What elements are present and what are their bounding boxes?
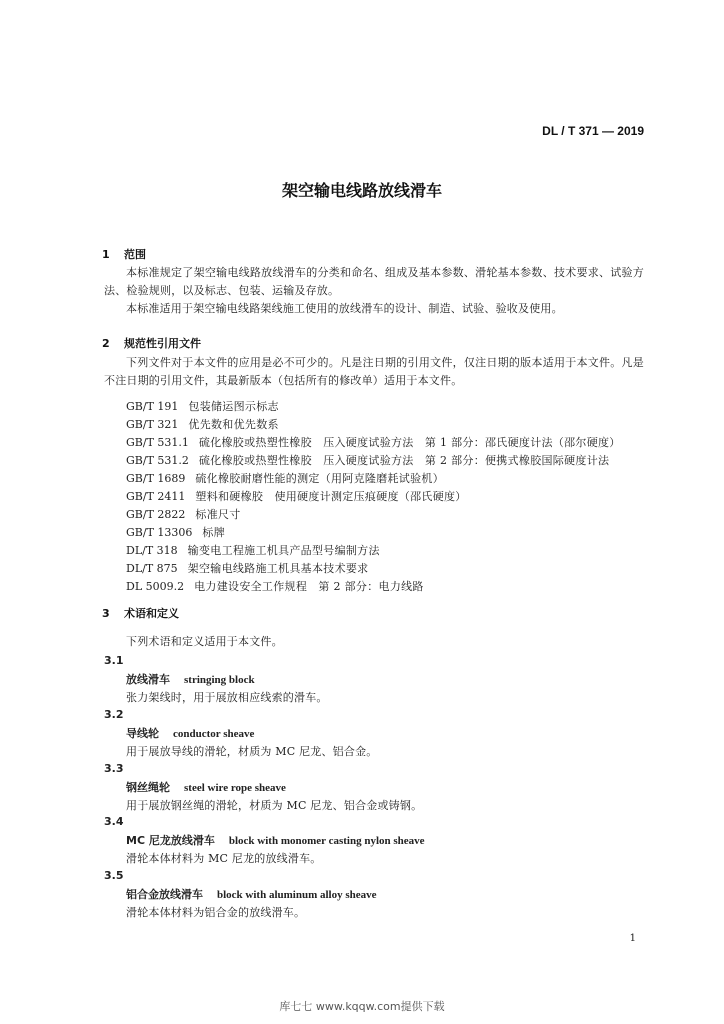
term-chinese: 铝合金放线滑车 (126, 888, 203, 901)
reference-code: GB/T 1689 (126, 472, 186, 485)
term-definition: 滑轮本体材料为铝合金的放线滑车。 (126, 906, 306, 919)
term-heading (126, 671, 255, 687)
term-chinese: 导线轮 (126, 727, 159, 740)
reference-code: GB/T 13306 (126, 526, 193, 539)
reference-item (126, 434, 621, 450)
term-chinese: 钢丝绳轮 (126, 781, 170, 794)
reference-code: DL/T 875 (126, 562, 178, 575)
section-1-paragraph-2: 本标准适用于架空输电线路架线施工使用的放线滑车的设计、制造、试验、验收及使用。 (126, 302, 563, 315)
term-english: block with monomer casting nylon sheave (228, 835, 425, 847)
reference-code: DL 5009.2 (126, 580, 185, 593)
reference-title: 硫化橡胶或热塑性橡胶 压入硬度试验方法 第 1 部分：邵氏硬度计法（邵尔硬度） (198, 436, 621, 449)
document-title: 架空输电线路放线滑车 (281, 181, 442, 200)
reference-title: 标牌 (202, 526, 226, 539)
reference-title: 电力建设安全工作规程 第 2 部分：电力线路 (194, 580, 424, 593)
reference-code: GB/T 2822 (126, 508, 186, 521)
term-definition: 用于展放钢丝绳的滑轮，材质为 MC 尼龙、铝合金或铸钢。 (126, 799, 423, 812)
reference-code: GB/T 531.1 (126, 436, 189, 449)
term-heading (126, 832, 425, 848)
reference-code: GB/T 191 (126, 400, 179, 413)
reference-item (126, 578, 424, 594)
term-number: 3.5 (104, 869, 124, 882)
reference-code: DL/T 318 (126, 544, 178, 557)
section-3-heading (102, 605, 179, 621)
section-number: 3 (102, 607, 110, 620)
term-heading (126, 886, 377, 902)
section-title: 规范性引用文件 (124, 337, 201, 350)
term-heading (126, 779, 286, 795)
reference-item (126, 452, 609, 468)
reference-code: GB/T 321 (126, 418, 179, 431)
reference-item (126, 470, 444, 486)
term-chinese: MC 尼龙放线滑车 (126, 834, 215, 847)
reference-title: 硫化橡胶耐磨性能的测定（用阿克隆磨耗试验机） (195, 472, 445, 485)
reference-item (126, 542, 380, 558)
reference-code: GB/T 531.2 (126, 454, 189, 467)
section-2-intro: 下列文件对于本文件的应用是必不可少的。凡是注日期的引用文件，仅注日期的版本适用于本文件。凡是不注日期的引用文件，其最新版本（包括所有的修改单）适用于本文件。 (104, 356, 644, 387)
term-english: conductor sheave (173, 728, 255, 740)
term-number: 3.2 (104, 708, 124, 721)
term-english: stringing block (184, 674, 255, 686)
section-number: 1 (102, 248, 110, 261)
section-3-intro: 下列术语和定义适用于本文件。 (126, 635, 283, 648)
term-english: steel wire rope sheave (184, 782, 286, 794)
reference-title: 输变电工程施工机具产品型号编制方法 (187, 544, 380, 557)
standard-code: DL / T 371 — 2019 (542, 124, 644, 138)
reference-title: 架空输电线路施工机具基本技术要求 (187, 562, 369, 575)
reference-title: 包装储运图示标志 (188, 400, 279, 413)
term-number: 3.3 (104, 762, 124, 775)
section-1-paragraph-1: 本标准规定了架空输电线路放线滑车的分类和命名、组成及基本参数、滑轮基本参数、技术要求、试验方法、检验规则，以及标志、包装、运输及存放。 (104, 266, 644, 297)
reference-item (126, 560, 368, 576)
reference-code: GB/T 2411 (126, 490, 186, 503)
reference-item (126, 398, 279, 414)
section-title: 术语和定义 (124, 607, 179, 620)
reference-item (126, 524, 225, 540)
reference-item (126, 506, 241, 522)
reference-item (126, 416, 279, 432)
section-1-heading (102, 246, 146, 262)
reference-title: 塑料和硬橡胶 使用硬度计测定压痕硬度（邵氏硬度） (195, 490, 467, 503)
term-heading (126, 725, 254, 741)
reference-title: 标准尺寸 (195, 508, 241, 521)
page-number: 1 (629, 933, 636, 944)
watermark-text: 库七七 www.kqqw.com提供下载 (279, 1000, 445, 1013)
reference-title: 硫化橡胶或热塑性橡胶 压入硬度试验方法 第 2 部分：便携式橡胶国际硬度计法 (198, 454, 610, 467)
reference-title: 优先数和优先数系 (188, 418, 279, 431)
term-definition: 用于展放导线的滑轮，材质为 MC 尼龙、铝合金。 (126, 745, 378, 758)
reference-item (126, 488, 467, 504)
term-number: 3.1 (104, 654, 124, 667)
term-number: 3.4 (104, 815, 124, 828)
section-number: 2 (102, 337, 110, 350)
term-chinese: 放线滑车 (126, 673, 170, 686)
section-2-heading (102, 335, 201, 351)
term-definition: 张力架线时，用于展放相应线索的滑车。 (126, 691, 328, 704)
section-title: 范围 (124, 248, 146, 261)
term-english: block with aluminum alloy sheave (217, 889, 377, 901)
term-definition: 滑轮本体材料为 MC 尼龙的放线滑车。 (126, 852, 322, 865)
